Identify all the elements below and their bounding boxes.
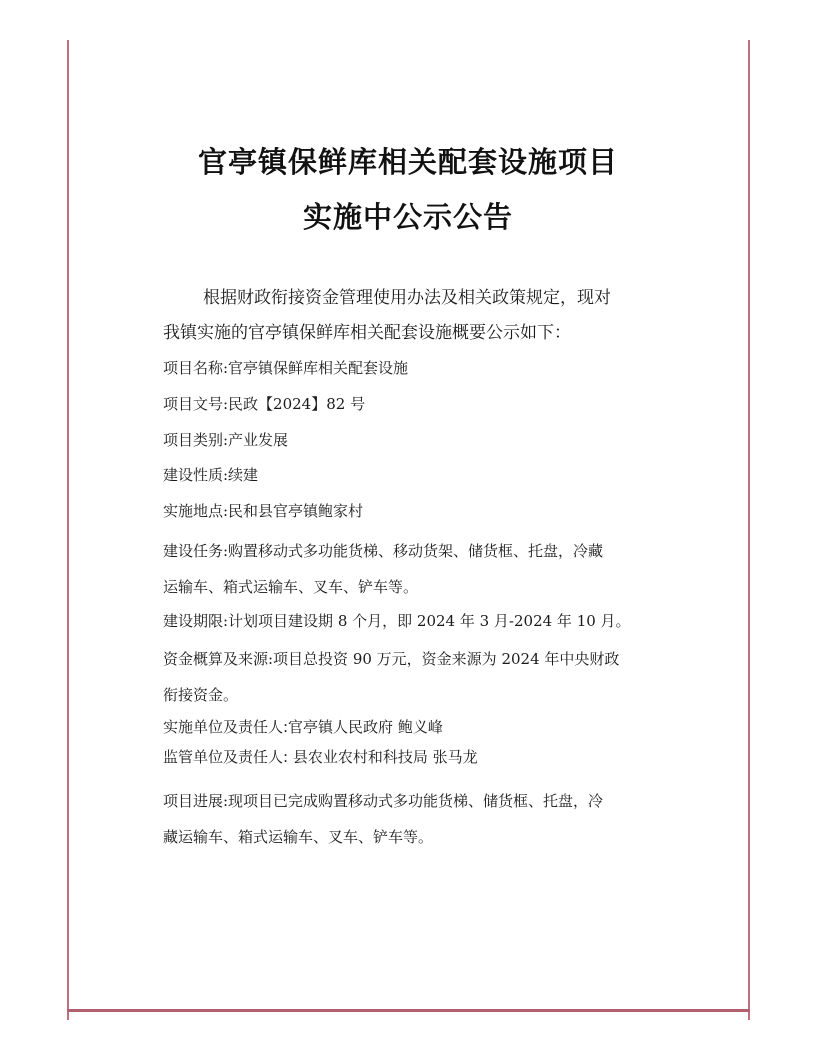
construction-type: 建设性质:续建 bbox=[163, 466, 259, 484]
project-progress-line2: 藏运输车、箱式运输车、叉车、铲车等。 bbox=[163, 828, 434, 846]
page-border-right bbox=[748, 40, 750, 1020]
supervising-unit: 监管单位及责任人: 县农业农村和科技局 张马龙 bbox=[163, 748, 478, 766]
document-number: 项目文号:民政【2024】82 号 bbox=[163, 395, 366, 413]
funding-source-line1: 资金概算及来源:项目总投资 90 万元，资金来源为 2024 年中央财政 bbox=[163, 650, 620, 668]
funding-source-line2: 衔接资金。 bbox=[163, 686, 239, 704]
construction-task-line2: 运输车、箱式运输车、叉车、铲车等。 bbox=[163, 578, 419, 596]
page-border-left bbox=[67, 40, 69, 1020]
page-border-bottom bbox=[67, 1009, 750, 1012]
project-name: 项目名称:官亭镇保鲜库相关配套设施 bbox=[163, 359, 409, 377]
implementation-location: 实施地点:民和县官亭镇鲍家村 bbox=[163, 502, 364, 520]
intro-paragraph-line2: 我镇实施的官亭镇保鲜库相关配套设施概要公示如下： bbox=[163, 323, 571, 343]
construction-period: 建设期限:计划项目建设期 8 个月，即 2024 年 3 月-2024 年 10 月。 bbox=[163, 612, 631, 630]
construction-task-line1: 建设任务:购置移动式多功能货梯、移动货架、储货框、托盘，冷藏 bbox=[163, 542, 604, 560]
project-category: 项目类别:产业发展 bbox=[163, 431, 289, 449]
implementing-unit: 实施单位及责任人:官亭镇人民政府 鲍义峰 bbox=[163, 718, 443, 736]
intro-paragraph-line1: 根据财政衔接资金管理使用办法及相关政策规定，现对 bbox=[203, 288, 611, 308]
document-title-line1: 官亭镇保鲜库相关配套设施项目 bbox=[197, 145, 618, 179]
project-progress-line1: 项目进展:现项目已完成购置移动式多功能货梯、储货框、托盘，冷 bbox=[163, 792, 604, 810]
document-title-line2: 实施中公示公告 bbox=[302, 200, 513, 234]
